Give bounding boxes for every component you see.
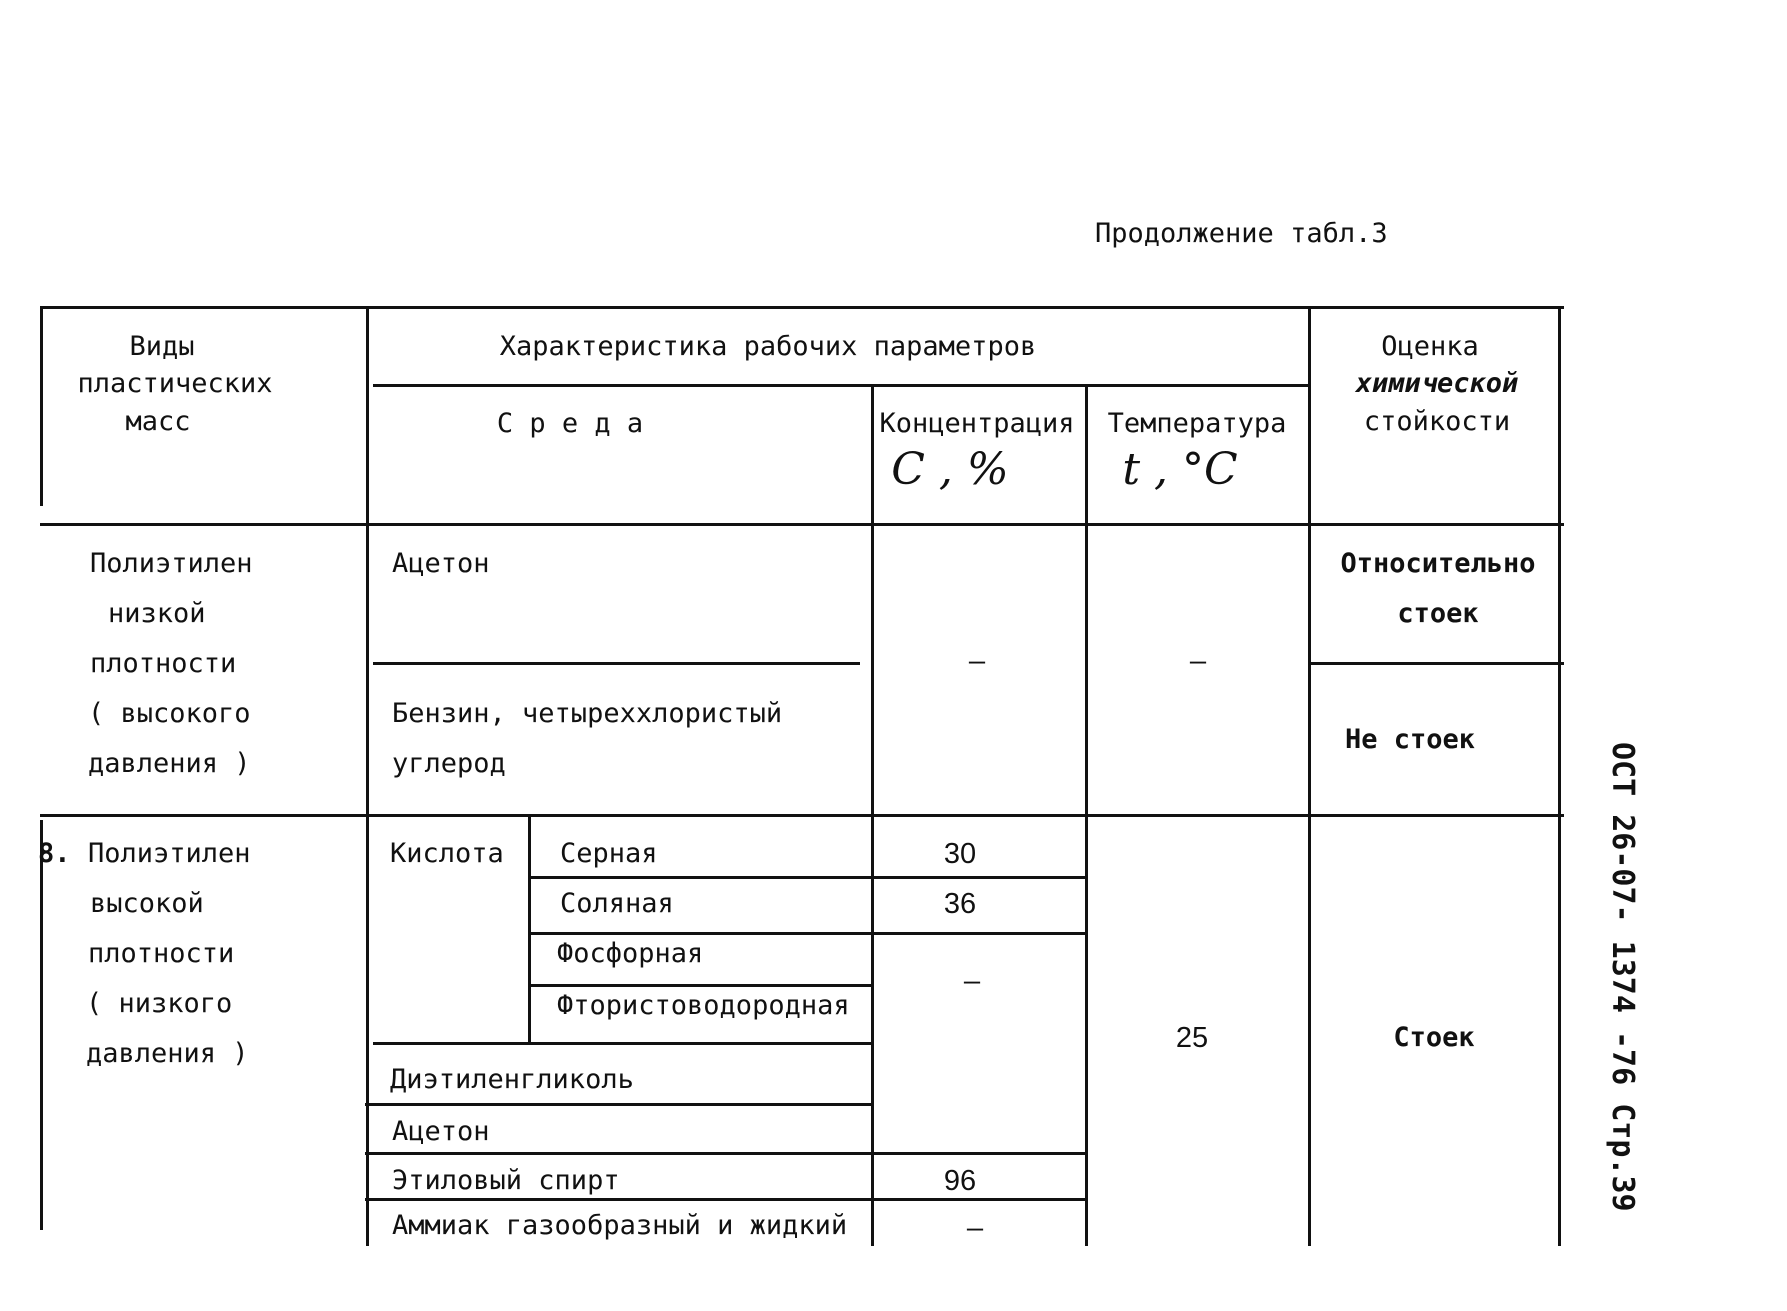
group2-assessment: Стоек [1393,1022,1475,1053]
group1-material-line2: низкой [108,598,206,629]
acid-dash: — [963,966,981,997]
acid-hydrochloric: Соляная [560,888,674,919]
rule [373,662,860,665]
rule [40,820,43,1230]
rule [365,1198,1086,1201]
header-params: Характеристика рабочих параметров [499,331,1037,362]
medium-diethylene-glycol: Диэтиленгликоль [390,1064,634,1095]
rule [40,814,1564,817]
acid-hydrochloric-conc: 36 [943,888,977,920]
group2-acid-label: Кислота [390,838,504,869]
header-types-line1: Виды [129,331,195,362]
rule [530,932,1086,935]
group2-material-line2: высокой [90,888,204,919]
rule [365,1152,1086,1155]
header-concentration-symbol: C , % [891,444,1009,495]
medium-ethanol: Этиловый спирт [392,1165,620,1196]
group2-material-line3: плотности [88,938,235,969]
medium-ethanol-conc: 96 [943,1165,977,1197]
header-assessment-line3: стойкости [1363,406,1511,437]
medium-acetone: Ацетон [392,1116,490,1147]
group1-medium-petrol-line1: Бензин, четыреххлористый [392,698,783,729]
header-temperature-symbol: t , °C [1122,444,1238,495]
rule [40,306,43,506]
rule [528,814,531,1044]
rule [1310,662,1564,665]
rule [530,876,1086,879]
rule [40,523,1564,526]
group2-number: 8. [38,838,71,869]
rule [365,1103,874,1106]
group1-medium-petrol-line2: углерод [392,748,506,779]
rule [1085,384,1088,1246]
group2-temperature: 25 [1175,1022,1209,1054]
header-medium: С р е д а [496,408,644,439]
group1-material-line5: давления ) [88,748,251,779]
group2-material-line4: ( низкого [86,988,233,1019]
header-concentration: Концентрация [879,408,1075,439]
group1-material-line3: плотности [90,648,237,679]
group1-assessment-1-line2: стоек [1397,598,1479,629]
table-caption: Продолжение табл.3 [1095,218,1388,249]
rule [40,306,1564,309]
rule [373,384,1310,387]
acid-hydrofluoric: Фтористоводородная [557,990,850,1021]
rule [366,306,369,1246]
header-types-line3: масс [125,406,191,437]
document-code: ОСТ 26-07- 1374 -76 Стр.39 [1605,742,1640,1212]
group1-assessment-1-line1: Относительно [1340,548,1536,579]
rule [530,984,874,987]
group1-temperature: — [1189,646,1207,677]
rule [1558,306,1561,1246]
medium-ammonia-conc: — [966,1213,984,1244]
header-assessment-line1: Оценка [1381,331,1479,362]
rule [1308,306,1311,1246]
group1-material-line1: Полиэтилен [90,548,253,579]
acid-phosphoric: Фосфорная [557,938,704,969]
group2-material-line5: давления ) [86,1038,249,1069]
group1-concentration: — [968,646,986,677]
group1-medium-acetone: Ацетон [392,548,490,579]
header-assessment-line2: химической [1355,368,1519,399]
medium-ammonia: Аммиак газообразный и жидкий [392,1210,848,1241]
group1-material-line4: ( высокого [88,698,251,729]
group2-material-line1: Полиэтилен [88,838,251,869]
header-types-line2: пластических [77,368,273,399]
rule [871,384,874,1246]
acid-sulfuric-conc: 30 [943,838,977,870]
rule [373,1042,874,1045]
group1-assessment-2: Не стоек [1345,724,1476,755]
acid-sulfuric: Серная [560,838,658,869]
header-temperature: Температура [1107,408,1287,439]
